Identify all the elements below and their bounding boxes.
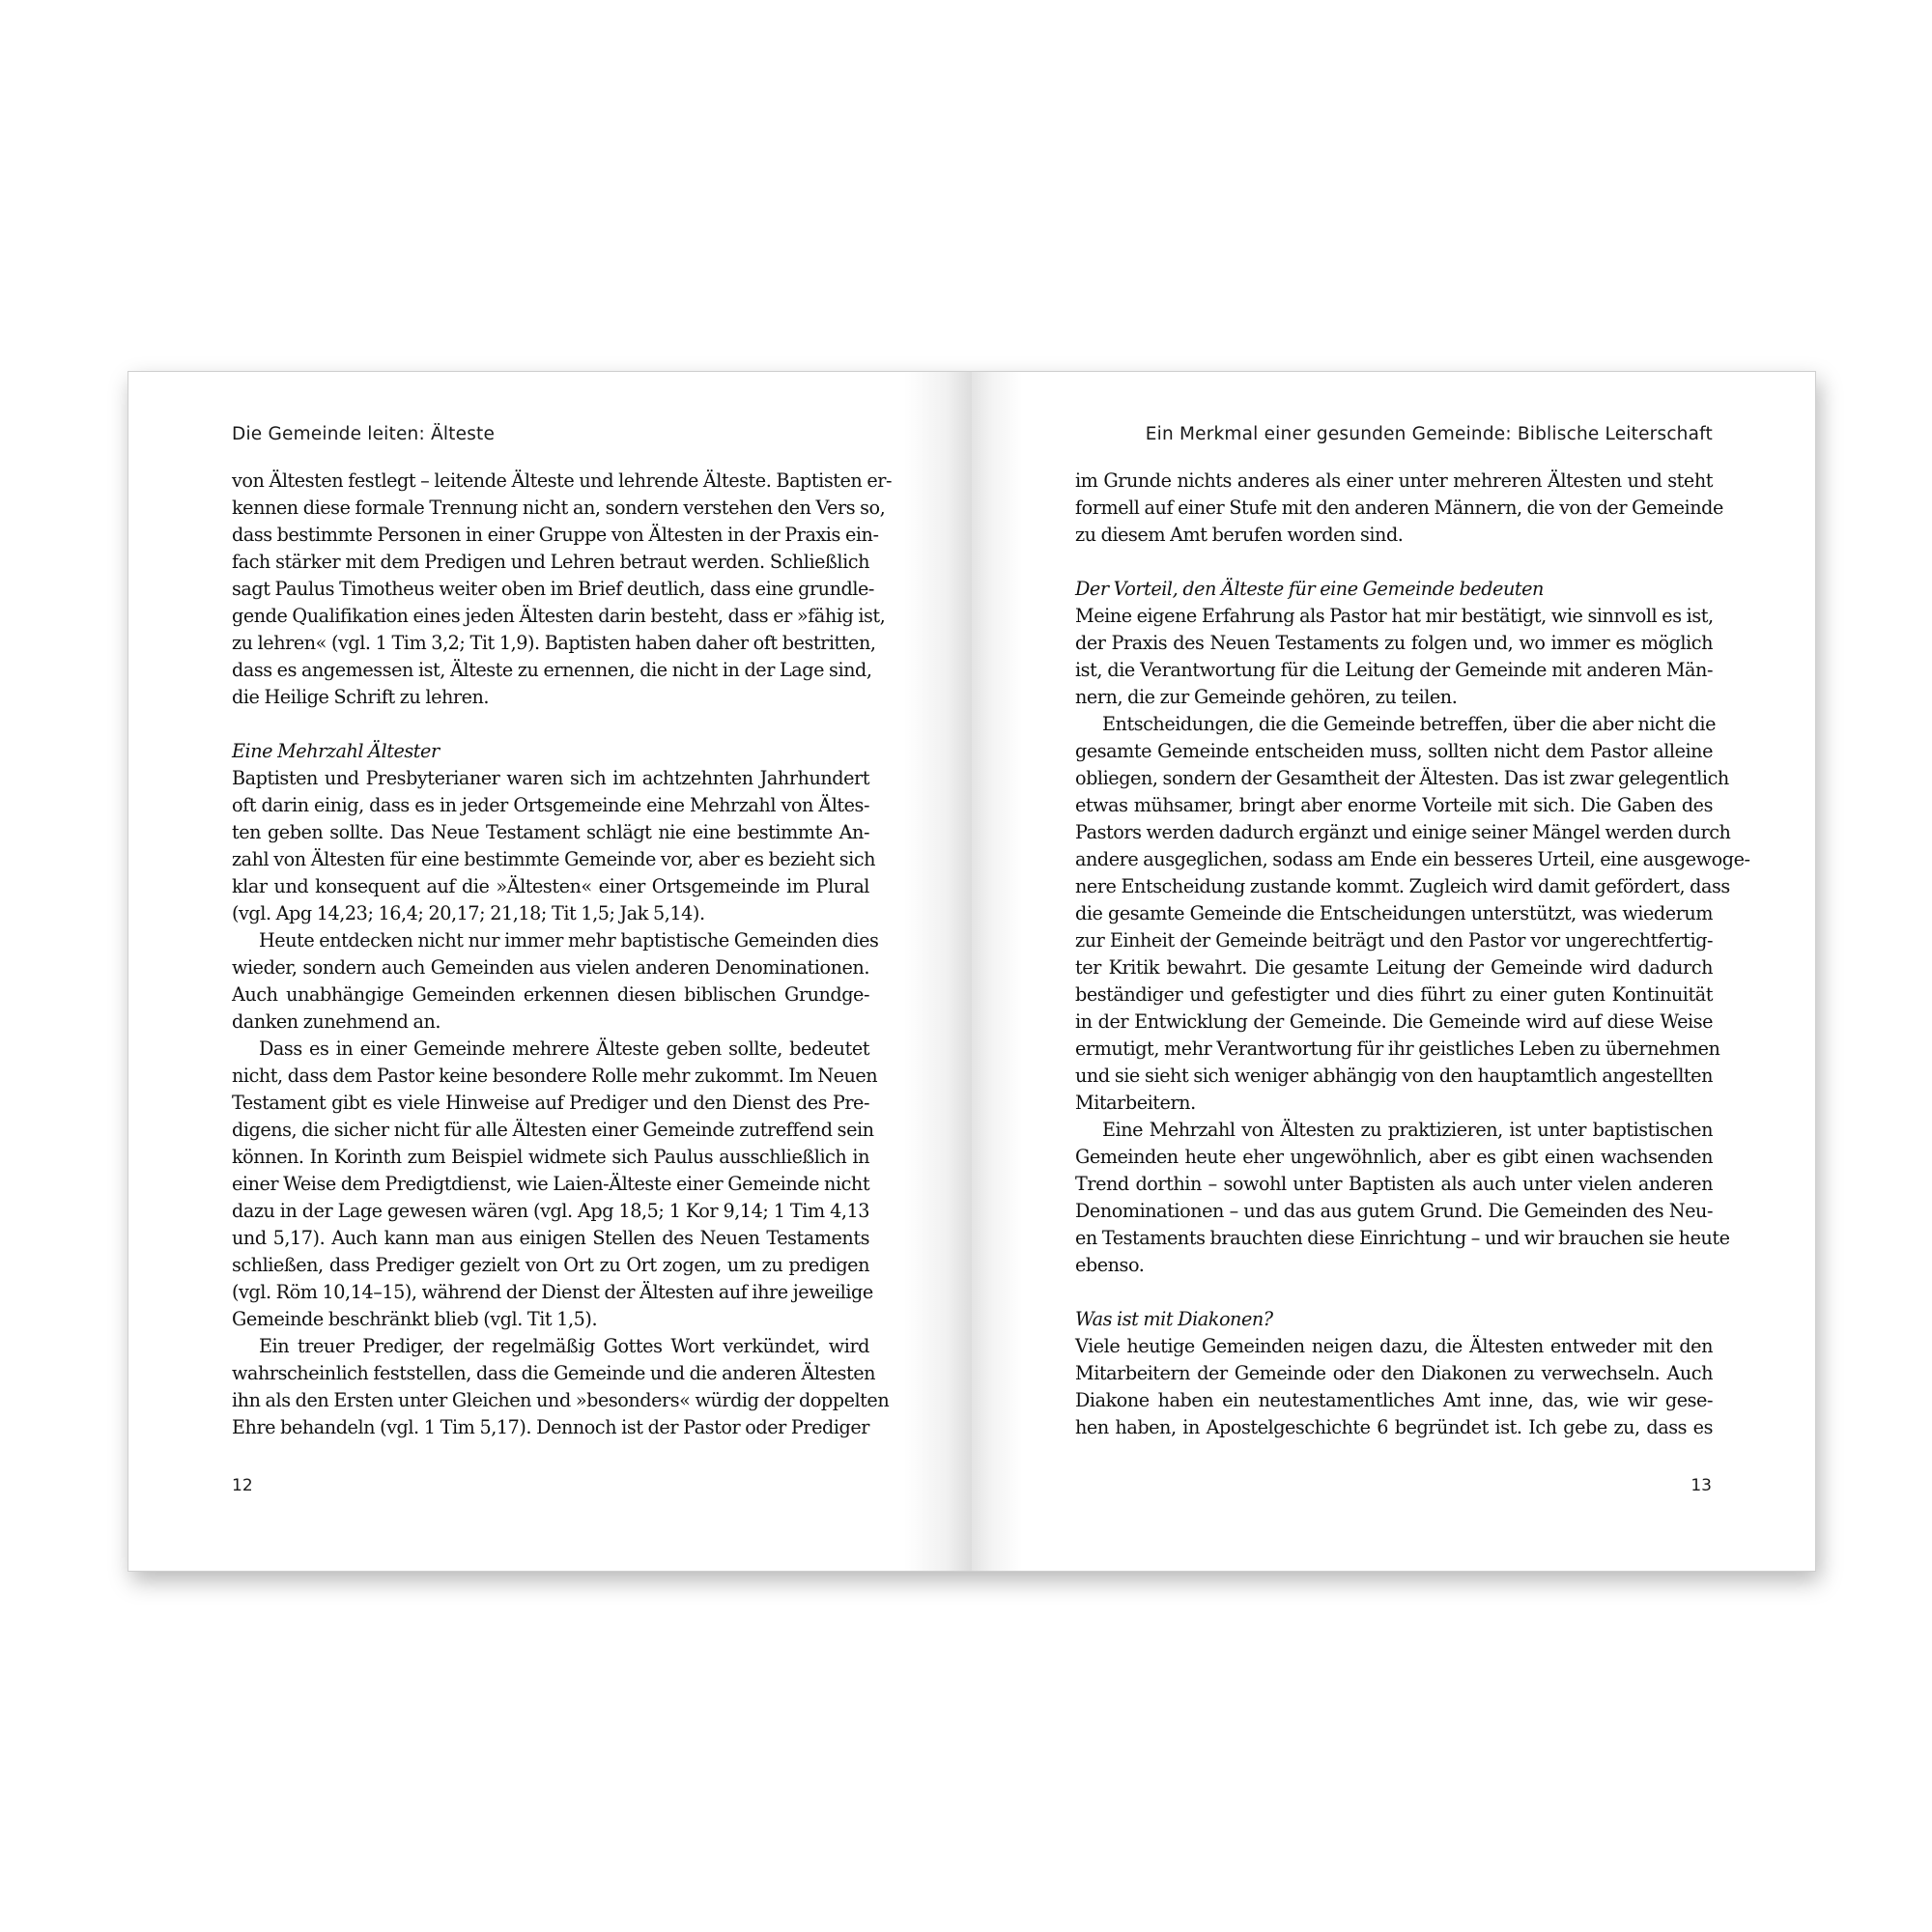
paragraph	[1075, 603, 1713, 711]
text-line: ist, die Verantwortung für die Leitung der Gemeinde mit anderen Män-	[1075, 659, 1713, 681]
right-page-body	[1075, 468, 1750, 1441]
text-line: oft darin einig, dass es in jeder Ortsgemeinde eine Mehrzahl von Ältes-	[232, 794, 869, 816]
section-heading: Was ist mit Diakonen?	[1075, 1308, 1273, 1330]
text-line: Ehre behandeln (vgl. 1 Tim 5,17). Dennoch ist der Pastor oder Prediger	[232, 1416, 869, 1438]
paragraph	[232, 927, 879, 1036]
text-line: (vgl. Röm 10,14–15), während der Dienst der Ältesten auf ihre jeweilige	[232, 1281, 873, 1303]
text-line: Testament gibt es viele Hinweise auf Prediger und den Dienst des Pre-	[232, 1092, 869, 1114]
text-line: schließen, dass Prediger gezielt von Ort zu Ort zogen, um zu predigen	[232, 1254, 869, 1276]
text-line: dass bestimmte Personen in einer Gruppe von Ältesten in der Praxis ein-	[232, 524, 879, 546]
text-line: Baptisten und Presbyterianer waren sich im achtzehnten Jahrhundert	[232, 767, 869, 789]
paragraph	[232, 1333, 890, 1441]
running-head-left: Die Gemeinde leiten: Älteste	[232, 424, 496, 444]
section-heading: Der Vorteil, den Älteste für eine Gemeinde bedeuten	[1075, 578, 1544, 600]
text-line: andere ausgeglichen, sodass am Ende ein besseres Urteil, eine ausgewoge-	[1075, 848, 1750, 870]
text-line: wieder, sondern auch Gemeinden aus vielen anderen Denominationen.	[232, 956, 869, 979]
text-line: die Heilige Schrift zu lehren.	[232, 686, 490, 708]
text-line: (vgl. Apg 14,23; 16,4; 20,17; 21,18; Tit 1,5; Jak 5,14).	[232, 902, 705, 924]
text-line: ten geben sollte. Das Neue Testament schlägt nie eine bestimmte An-	[232, 821, 869, 843]
text-line: dass es angemessen ist, Älteste zu ernennen, die nicht in der Lage sind,	[232, 659, 872, 681]
text-line: Viele heutige Gemeinden neigen dazu, die Ältesten entweder mit den	[1075, 1335, 1713, 1357]
running-head-right: Ein Merkmal einer gesunden Gemeinde: Biblische Leiterschaft	[1145, 424, 1713, 444]
text-line: in der Entwicklung der Gemeinde. Die Gemeinde wird auf diese Weise	[1075, 1010, 1713, 1033]
paragraph	[232, 468, 893, 711]
page-number-left: 12	[232, 1476, 253, 1495]
text-line: Dass es in einer Gemeinde mehrere Älteste geben sollte, bedeutet	[259, 1037, 869, 1060]
paragraph	[1075, 1333, 1713, 1441]
text-line: danken zunehmend an.	[232, 1010, 441, 1033]
book-spread	[128, 371, 1816, 1572]
text-line: der Praxis des Neuen Testaments zu folgen und, wo immer es möglich	[1075, 632, 1713, 654]
text-line: gende Qualifikation eines jeden Ältesten darin besteht, dass er »fähig ist,	[232, 605, 886, 627]
text-line: von Ältesten festlegt – leitende Älteste und lehrende Älteste. Baptisten er-	[232, 469, 893, 492]
text-line: Denominationen – und das aus gutem Grund. Die Gemeinden des Neu-	[1075, 1200, 1713, 1222]
text-line: Mitarbeitern der Gemeinde oder den Diakonen zu verwechseln. Auch	[1075, 1362, 1713, 1384]
text-line: Ein treuer Prediger, der regelmäßig Gottes Wort verkündet, wird	[259, 1335, 869, 1357]
text-line: beständiger und gefestigter und dies führt zu einer guten Kontinuität	[1075, 983, 1713, 1006]
text-line: Eine Mehrzahl von Ältesten zu praktizieren, ist unter baptistischen	[1102, 1119, 1713, 1141]
text-line: digens, die sicher nicht für alle Ältesten einer Gemeinde zutreffend sein	[232, 1119, 874, 1141]
text-line: gesamte Gemeinde entscheiden muss, sollten nicht dem Pastor alleine	[1075, 740, 1713, 762]
left-page-body	[232, 468, 893, 1441]
text-line: nicht, dass dem Pastor keine besondere Rolle mehr zukommt. Im Neuen	[232, 1065, 878, 1087]
paragraph	[232, 1036, 878, 1333]
text-line: hen haben, in Apostelgeschichte 6 begründet ist. Ich gebe zu, dass es	[1075, 1416, 1713, 1438]
text-line: nere Entscheidung zustande kommt. Zugleich wird damit gefördert, dass	[1075, 875, 1730, 897]
text-line: Entscheidungen, die die Gemeinde betreffen, über die aber nicht die	[1102, 713, 1717, 735]
text-line: kennen diese formale Trennung nicht an, sondern verstehen den Vers so,	[232, 497, 886, 519]
paragraph	[1075, 1117, 1730, 1279]
text-line: klar und konsequent auf die »Ältesten« einer Ortsgemeinde im Plural	[232, 875, 869, 897]
text-line: und 5,17). Auch kann man aus einigen Stellen des Neuen Testaments	[232, 1227, 869, 1249]
text-line: wahrscheinlich feststellen, dass die Gemeinde und die anderen Ältesten	[232, 1362, 876, 1384]
paragraph	[1075, 468, 1723, 549]
text-line: nern, die zur Gemeinde gehören, zu teilen.	[1075, 686, 1458, 708]
text-line: können. In Korinth zum Beispiel widmete sich Paulus ausschließlich in	[232, 1146, 869, 1168]
text-line: en Testaments brauchten diese Einrichtung – und wir brauchen sie heute	[1075, 1227, 1730, 1249]
text-line: im Grunde nichts anderes als einer unter mehreren Ältesten und steht	[1075, 469, 1713, 492]
text-line: ihn als den Ersten unter Gleichen und »besonders« würdig der doppelten	[232, 1389, 890, 1411]
text-line: fach stärker mit dem Predigen und Lehren betraut werden. Schließlich	[232, 551, 869, 573]
text-line: und sie sieht sich weniger abhängig von den hauptamtlich angestellten	[1075, 1065, 1713, 1087]
paragraph	[1075, 711, 1750, 1117]
text-line: zahl von Ältesten für eine bestimmte Gemeinde vor, aber es bezieht sich	[232, 848, 876, 870]
text-line: zu lehren« (vgl. 1 Tim 3,2; Tit 1,9). Baptisten haben daher oft bestritten,	[232, 632, 876, 654]
page-number-right: 13	[1690, 1476, 1712, 1495]
text-line: Pastors werden dadurch ergänzt und einige seiner Mängel werden durch	[1075, 821, 1731, 843]
text-line: zu diesem Amt berufen worden sind.	[1075, 524, 1404, 546]
text-line: die gesamte Gemeinde die Entscheidungen unterstützt, was wiederum	[1075, 902, 1713, 924]
text-line: obliegen, sondern der Gesamtheit der Ältesten. Das ist zwar gelegentlich	[1075, 767, 1729, 789]
text-line: Heute entdecken nicht nur immer mehr baptistische Gemeinden dies	[259, 929, 879, 952]
text-line: Auch unabhängige Gemeinden erkennen diesen biblischen Grundge-	[232, 983, 869, 1006]
text-line: Diakone haben ein neutestamentliches Amt inne, das, wie wir gese-	[1075, 1389, 1713, 1411]
text-line: zur Einheit der Gemeinde beiträgt und den Pastor vor ungerechtfertig-	[1075, 929, 1713, 952]
right-page	[972, 372, 1815, 1571]
text-line: formell auf einer Stufe mit den anderen Männern, die von der Gemeinde	[1075, 497, 1723, 519]
left-page	[128, 372, 972, 1571]
text-line: ebenso.	[1075, 1254, 1145, 1276]
text-line: ermutigt, mehr Verantwortung für ihr geistliches Leben zu übernehmen	[1075, 1037, 1720, 1060]
text-line: dazu in der Lage gewesen wären (vgl. Apg 18,5; 1 Kor 9,14; 1 Tim 4,13	[232, 1200, 869, 1222]
text-line: sagt Paulus Timotheus weiter oben im Brief deutlich, dass eine grundle-	[232, 578, 874, 600]
paragraph	[232, 765, 876, 927]
text-line: Mitarbeitern.	[1075, 1092, 1196, 1114]
text-line: Trend dorthin – sowohl unter Baptisten als auch unter vielen anderen	[1075, 1173, 1713, 1195]
text-line: Gemeinden heute eher ungewöhnlich, aber es gibt einen wachsenden	[1075, 1146, 1713, 1168]
text-line: etwas mühsamer, bringt aber enorme Vorteile mit sich. Die Gaben des	[1075, 794, 1713, 816]
text-line: Gemeinde beschränkt blieb (vgl. Tit 1,5).	[232, 1308, 598, 1330]
text-line: Meine eigene Erfahrung als Pastor hat mir bestätigt, wie sinnvoll es ist,	[1075, 605, 1714, 627]
text-line: ter Kritik bewahrt. Die gesamte Leitung der Gemeinde wird dadurch	[1075, 956, 1713, 979]
text-line: einer Weise dem Predigtdienst, wie Laien-Älteste einer Gemeinde nicht	[232, 1173, 870, 1195]
section-heading: Eine Mehrzahl Ältester	[232, 740, 440, 762]
